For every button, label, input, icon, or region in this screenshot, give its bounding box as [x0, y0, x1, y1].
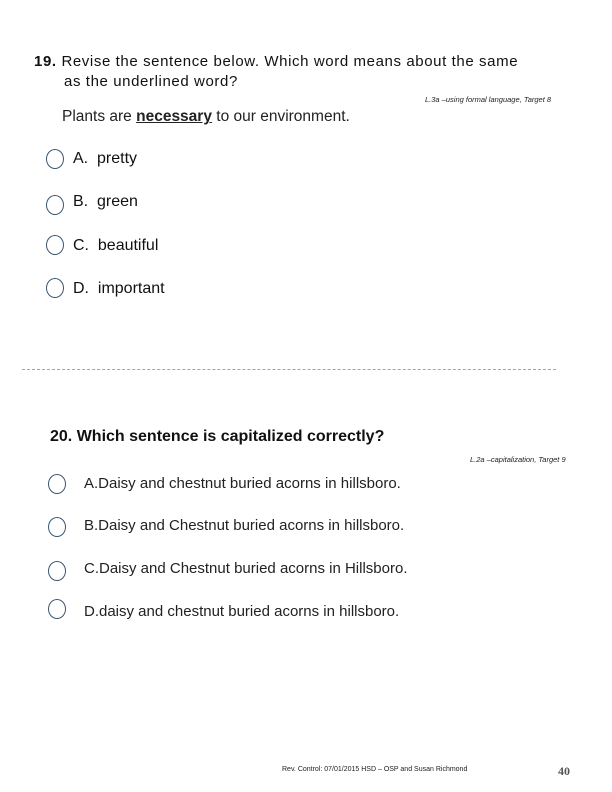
- option-c-label: C. beautiful: [73, 237, 159, 254]
- question-19-text-line2: as the underlined word?: [64, 73, 238, 90]
- option-20b-label: B.Daisy and Chestnut buried acorns in hillsboro.: [84, 517, 405, 534]
- option-20d-radio[interactable]: [48, 599, 66, 619]
- question-19: [34, 52, 518, 92]
- question-19-sentence: [62, 108, 350, 126]
- option-b-radio[interactable]: [46, 195, 64, 215]
- option-d-radio[interactable]: [46, 278, 64, 298]
- question-19-text-line1: Revise the sentence below. Which word means about the same: [61, 53, 519, 70]
- question-20-title: 20. Which sentence is capitalized correctly?: [50, 428, 385, 445]
- option-a-radio[interactable]: [46, 149, 64, 169]
- option-20b-radio[interactable]: [48, 517, 66, 537]
- sentence-underlined-word: necessary: [136, 108, 212, 125]
- sentence-post: to our environment.: [211, 108, 350, 125]
- option-b-label: B. green: [73, 193, 138, 210]
- section-divider: [22, 369, 556, 370]
- question-19-standard: L.3a –using formal language, Target 8: [425, 95, 552, 104]
- option-d-label: D. important: [73, 280, 165, 297]
- option-20d-label: D.daisy and chestnut buried acorns in hillsboro.: [84, 603, 400, 620]
- option-a-label: A. pretty: [73, 150, 138, 167]
- question-19-number: 19.: [34, 53, 57, 70]
- option-20c-radio[interactable]: [48, 561, 66, 581]
- option-20a-label: A.Daisy and chestnut buried acorns in hillsboro.: [84, 475, 401, 492]
- question-20-standard: L.2a –capitalization, Target 9: [470, 455, 566, 464]
- footer-rev-control: Rev. Control: 07/01/2015 HSD – OSP and Susan Richmond: [282, 766, 468, 773]
- option-20a-radio[interactable]: [48, 474, 66, 494]
- page-number: 40: [558, 764, 570, 778]
- sentence-pre: Plants are: [62, 108, 137, 125]
- option-20c-label: C.Daisy and Chestnut buried acorns in Hillsboro.: [84, 560, 408, 577]
- option-c-radio[interactable]: [46, 235, 64, 255]
